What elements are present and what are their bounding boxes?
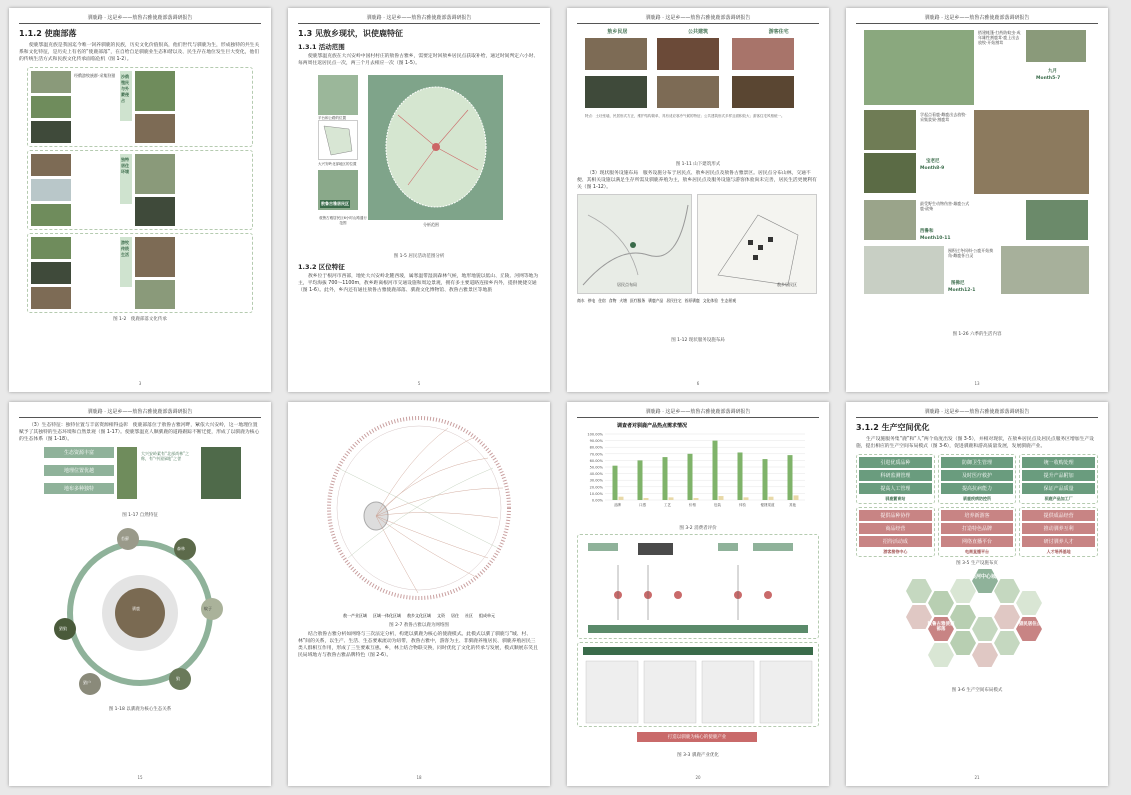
legend-item: 住宿	[598, 298, 606, 303]
cycle-figure	[19, 518, 261, 703]
section-title: 1.1.2 使鹿部落	[19, 29, 77, 38]
page-header: 驯鹿路 · 这是乡——敖鲁古雅使鹿部落调研报告	[298, 14, 540, 24]
facility-tag: 及时医疗救护	[941, 470, 1014, 481]
hex-label: 猎民居住点	[1018, 622, 1042, 627]
bar	[713, 441, 718, 500]
map-label-5: 分析范围	[423, 222, 439, 227]
season-notes: 囤积过冬饲料·公鹿开始换角·雌鹿怀白灵	[948, 248, 994, 258]
demand-bar-chart	[577, 422, 819, 522]
facility-tag: 网络直播平台	[941, 536, 1014, 547]
document-page-5	[9, 402, 271, 786]
page-header: 驯鹿路 · 这是乡——敖鲁古雅使鹿部落调研报告	[856, 14, 1098, 24]
document-page-7	[567, 402, 829, 786]
figure-caption: 图 2-7 敖鲁古雅以鹿为网络图	[389, 623, 449, 628]
y-tick-label: 10.00%	[589, 491, 603, 496]
facility-name: 驯鹿繁育站	[885, 496, 906, 501]
range-map-figure	[298, 70, 540, 250]
figure-caption: 图 1-5 居民活动范围分析	[393, 254, 445, 259]
page-header: 驯鹿路 · 这是乡——敖鲁古雅使鹿部落调研报告	[19, 408, 261, 418]
network-figure	[298, 408, 540, 613]
tag: 地布多种独特	[44, 483, 114, 494]
season-notes: 搭建帐篷·打药防蚊虫·成年雄性割鹿茸·鹿上出去放牧·开始割茸	[978, 30, 1021, 45]
legend-item: 敖乡文化区域	[407, 613, 431, 618]
hex-figure	[856, 569, 1098, 684]
facility-tag: 防御卫生管理	[941, 457, 1014, 468]
tag: 地理位置优越	[44, 465, 114, 476]
bar-chart-svg	[577, 430, 819, 520]
column-title: 公共建筑	[687, 29, 708, 35]
document-page-8	[846, 402, 1108, 786]
map-label-2: 大兴安岭北部地区的位置	[318, 162, 357, 166]
bar	[738, 452, 743, 500]
industry-flow-figure	[577, 534, 819, 749]
season-month: Month5-7	[1036, 76, 1061, 81]
facility-map-figure	[577, 194, 819, 334]
figure-caption: 图 1-18 以驯鹿为核心生态关系	[108, 707, 172, 712]
legend-item: 生态景观	[720, 298, 737, 303]
map-caption-b: 敖乡居民区	[777, 282, 797, 287]
facility-tag: 提升产品附加	[1022, 470, 1095, 481]
map-label-4: 敖鲁古雅居民区6小时山路通行范围	[319, 216, 367, 225]
season-notes: 最受野生动物伤害·雄鹿公式鹿·砍柴	[920, 201, 970, 211]
facility-name: 人才培养基地	[1046, 549, 1071, 554]
facility-tag: 招待活动成	[859, 536, 932, 547]
season-month: Month10-11	[920, 236, 951, 241]
facility-tag: 提供品种协作	[859, 510, 932, 521]
page-number: 18	[416, 775, 422, 780]
legend-item: 文资	[437, 613, 445, 618]
season-notes: 学起点看鹿·雌鹿出去放牧·采集浆果·割鹿茸	[920, 112, 967, 122]
figure-caption: 图 3-5 生产设施布页	[956, 561, 998, 566]
document-page-1	[9, 8, 271, 392]
paragraph: 结合敖鲁古雅分析如网络与三次法定分析，构建以驯鹿为核心的使鹿模式。此模式以驯了驯鹿与“城、村、林”间的关系，以生产、生活、生态要素流动为纽带，敖鲁古雅中，游客为主、非驯鹿养殖居民、驯鹿养殖居民三类人群相互作用，形成了三生要素互惠。乡，林上结合物联交换，同时优化了文化的传承与发展，模式顺展东笑且民局域地方与敖鲁古雅品牌特色（图 2-6）。	[298, 632, 538, 658]
page-number: 21	[974, 775, 980, 780]
bar	[719, 496, 724, 500]
bar	[688, 454, 693, 500]
bar	[694, 498, 699, 500]
y-tick-label: 100.00%	[587, 432, 603, 437]
figure-group-2	[27, 150, 253, 230]
x-tick-label: 品牌	[614, 503, 621, 507]
bar	[638, 460, 643, 500]
figure-caption: 图 3-6 生产空间布局模式	[951, 688, 1003, 693]
page-header: 驯鹿路 · 这是乡——敖鲁古雅使鹿部落调研报告	[856, 408, 1098, 418]
facility-grid	[856, 454, 1098, 557]
figure-group-3	[27, 233, 253, 313]
season-name: 图佛尼	[951, 281, 965, 286]
facility-tag: 提高人工管理	[859, 483, 932, 494]
tag-3: 游牧传统生活	[121, 240, 129, 257]
paragraph: （3）现状服务设施布局 服务设施分布于居民点、敖乡居民点及敖鲁古雅景区。居民点分布山林，交通不便、其相关设施以满足生存所需及驯鹿养殖为主，敖乡居民点及服务设施与游客体验尚未完善，居民生活更便利有关（图 1-12）。	[577, 171, 817, 190]
y-tick-label: 90.00%	[589, 439, 603, 444]
season-name: 西鲁和	[920, 229, 934, 234]
culture-figure	[27, 67, 253, 313]
facility-tag: 引进优质品种	[859, 457, 932, 468]
page-header: 驯鹿路 · 这是乡——敖鲁古雅使鹿部落调研报告	[19, 14, 261, 24]
page-number: 3	[138, 381, 142, 386]
hex-label: 敖鲁古雅使鹿部落	[927, 622, 955, 632]
facility-tag: 打造特色品牌	[941, 523, 1014, 534]
cycle-label: 驯鹿	[132, 606, 140, 611]
bar	[794, 495, 799, 500]
x-tick-label: 价格	[689, 503, 696, 507]
document-page-3	[567, 8, 829, 392]
y-tick-label: 20.00%	[589, 485, 603, 490]
document-page-2	[288, 8, 550, 392]
page-number: 13	[974, 381, 980, 386]
figure-caption: 图 1-26 六季的生活内容	[952, 332, 1002, 337]
building-notes: 特点：土坯垒墙，民居形式方正，维护结构简单，具有适应寒冷气候的特征；公共建筑形式多样且面积较大；游客住宅风格统一。	[585, 114, 785, 118]
figure-caption: 图 1-2 使鹿部落文化传承	[113, 317, 167, 322]
map-caption-a: 居民点布局	[617, 282, 637, 287]
y-tick-label: 80.00%	[589, 445, 603, 450]
facility-tag: 商品经营	[859, 523, 932, 534]
bar	[744, 497, 749, 500]
chart-title: 调查者对驯鹿产品热点需求情况	[617, 423, 688, 429]
hex-label: 根河中心城区	[971, 574, 1002, 580]
page-header: 驯鹿路 · 这是乡——敖鲁古雅使鹿部落调研报告	[577, 14, 819, 24]
facility-name: 电商直播平台	[964, 549, 989, 554]
y-tick-label: 60.00%	[589, 458, 603, 463]
bar	[769, 497, 774, 500]
section-title: 3.1.2 生产空间优化	[856, 423, 930, 432]
legend-item: 社区	[465, 613, 473, 618]
subsection-title: 1.3.2 区位特征	[298, 263, 345, 271]
figure-group-1: 经俄游牧族群·采集狩猎 沙俄殖民与外蒙侵占	[27, 67, 253, 147]
legend-item: 停电	[587, 298, 596, 303]
nature-figure	[19, 447, 261, 509]
facility-tag: 培养新游客	[941, 510, 1014, 521]
legend-item: 医疗服务	[629, 298, 646, 303]
facility-tag: 提高抗病能力	[941, 483, 1014, 494]
document-page-6	[288, 402, 550, 786]
cycle-label: 森林	[177, 546, 185, 551]
page-number: 5	[417, 381, 421, 386]
bar	[613, 466, 618, 500]
x-tick-label: 便捷渠道	[760, 503, 775, 507]
legend-item: 商水	[577, 298, 585, 303]
bar	[763, 459, 768, 500]
legend-item: 区域一体化区域	[373, 613, 401, 618]
paragraph: （3）生态特征：独特位置与丰富资源相得益彰 使鹿部落位于敖鲁古雅河畔，紧依大兴安岭，这一地理位置赋予了其独特的生态环境和自然景观（图 1-17）。使鹿鄂温克人顺驯鹿的道路跟踪不断迁徙，形成了以驯鹿为核心的生态体系（图 1-18）。	[19, 423, 260, 442]
x-tick-label: 其他	[789, 503, 796, 507]
y-tick-label: 30.00%	[589, 478, 603, 483]
legend-item: 火塘	[619, 298, 627, 303]
legend-item: 文化体验	[702, 298, 718, 303]
column-title: 游客住宅	[768, 29, 789, 35]
tag-1: 沙俄殖民与外蒙侵占	[121, 74, 129, 103]
paragraph: 使鹿鄂温克族在大兴安岭中国村村庄的敖鲁古雅乡，需要定时回敖乡居民点获取补给，通过时间判定六小时、每两周往返居民点一次，两三个月去相应一次（图 1-5）。	[298, 54, 539, 66]
cycle-label: 狼	[176, 676, 180, 681]
x-tick-label: 口感	[639, 503, 646, 507]
subsection-title: 1.3.1 活动范围	[298, 43, 345, 51]
map-label-1: 平台和公路的位置	[318, 116, 346, 120]
legend-item: 敖一产业区域	[343, 613, 367, 618]
document-page-4	[846, 8, 1108, 392]
map-legend	[577, 298, 817, 304]
bar	[669, 497, 674, 500]
facility-name: 驯鹿产品加工厂	[1044, 496, 1073, 501]
season-name: 宝老尼	[926, 159, 940, 164]
tag-2: 独特居住环境	[121, 157, 129, 174]
figure-caption: 图 3-2 消费者评价	[679, 526, 717, 531]
bar	[644, 498, 649, 500]
cycle-label: 猎狼	[59, 626, 67, 631]
facility-tag: 统一收购处理	[1022, 457, 1095, 468]
map-label-3: 敖鲁古雅居民区	[321, 201, 349, 206]
season-month: Month8-9	[920, 166, 945, 171]
y-tick-label: 0.00%	[591, 498, 603, 503]
cycle-label: 猎户	[83, 680, 91, 685]
x-tick-label: 体验	[739, 503, 746, 507]
page-number: 6	[696, 381, 700, 386]
tag: 生态资源丰富	[44, 447, 114, 458]
y-tick-label: 50.00%	[589, 465, 603, 470]
legend-item: 组成单元	[479, 613, 495, 618]
center-text: 大兴安岭素有“北部尚林”之称，有“中国绿地”之誉	[141, 451, 190, 461]
section-title: 1.3 见敖乡现状，识使鹿特征	[298, 29, 403, 38]
legend-item: 食物	[608, 298, 617, 303]
figure-caption: 图 1-12 现状服务设施布局	[671, 338, 725, 343]
x-tick-label: 包装	[714, 503, 721, 507]
figure-caption: 图 1-11 山下建筑形式	[675, 162, 721, 167]
paragraph: 敖乡位于根河市西部，地处大兴安岭北麓西坡，属寒温带湿润森林气候，地形地貌以低山、丘陵、河网等地为主，平均海拔 700～1100m，敖乡距离根河市交通设施和周边景观，拥有多主要道路连接乡内外，提供便捷交通（图 1-6）。此外，乡内还有通往敖鲁古雅使鹿部落、驯鹿文化博物馆、敖鲁古雅景区等地旅	[298, 274, 539, 293]
facility-tag: 研讨驯养人才	[1022, 536, 1095, 547]
y-tick-label: 40.00%	[589, 472, 603, 477]
y-tick-label: 70.00%	[589, 452, 603, 457]
bar	[619, 497, 624, 500]
facility-tag: 科研监测管理	[859, 470, 932, 481]
facility-tag: 提供成品经营	[1022, 510, 1095, 521]
page-number: 15	[137, 775, 143, 780]
facility-tag: 保证产品质量	[1022, 483, 1095, 494]
column-title: 敖乡民居	[607, 29, 628, 35]
cycle-label: 苔藓	[121, 536, 129, 541]
bar	[788, 455, 793, 500]
x-tick-label: 工艺	[664, 503, 671, 507]
facility-tag: 推动驯养互利	[1022, 523, 1095, 534]
bar	[663, 457, 668, 500]
paragraph: 生产设施服务集“鹿”和“人”两个角度出发（图 3-5），并相对现状，在敖乡居民点及居民点服务区增加生产设施，提出相应的生产空间布局模式（图 3-6），促进驯鹿和游高质量发展，发展驯鹿产业。	[856, 437, 1094, 449]
facility-name: 驯鹿疾病防控所	[962, 496, 991, 501]
legend-item: 驯鹿产品	[648, 298, 664, 303]
building-figure	[577, 28, 819, 158]
network-legend	[298, 613, 540, 619]
season-month: Month12-1	[948, 288, 976, 293]
seasons-figure	[856, 28, 1098, 328]
page-header: 驯鹿路 · 这是乡——敖鲁古雅使鹿部落调研报告	[577, 408, 819, 418]
season-name: 九月	[1048, 69, 1057, 74]
bottom-banner: 打造以驯鹿为核心的使鹿产业	[637, 732, 757, 742]
legend-item: 居民住宅	[666, 298, 682, 303]
facility-name: 游客接待中心	[883, 549, 908, 554]
cycle-label: 蚊子	[204, 606, 212, 611]
legend-item: 居住	[451, 613, 459, 618]
legend-item: 苔原驯鹿	[684, 298, 700, 303]
page-number: 20	[695, 775, 701, 780]
figure-caption: 图 1-17 自然特征	[122, 513, 158, 518]
figure-caption: 图 3-3 驯鹿产业优化	[677, 753, 719, 758]
paragraph: 使鹿鄂温克族是我国迄今唯一饲养驯鹿的民族，历史文化价值很高，他们世代与驯鹿为生，形成独特的共生关系和文化特征，是历史上有名的“使鹿部落”，在自给自足驯鹿业生态和谐以及、民生存在地位发生巨大变化，他们的传统生活方式和民族文化传承面临危机（图 1-2）。	[19, 43, 260, 62]
